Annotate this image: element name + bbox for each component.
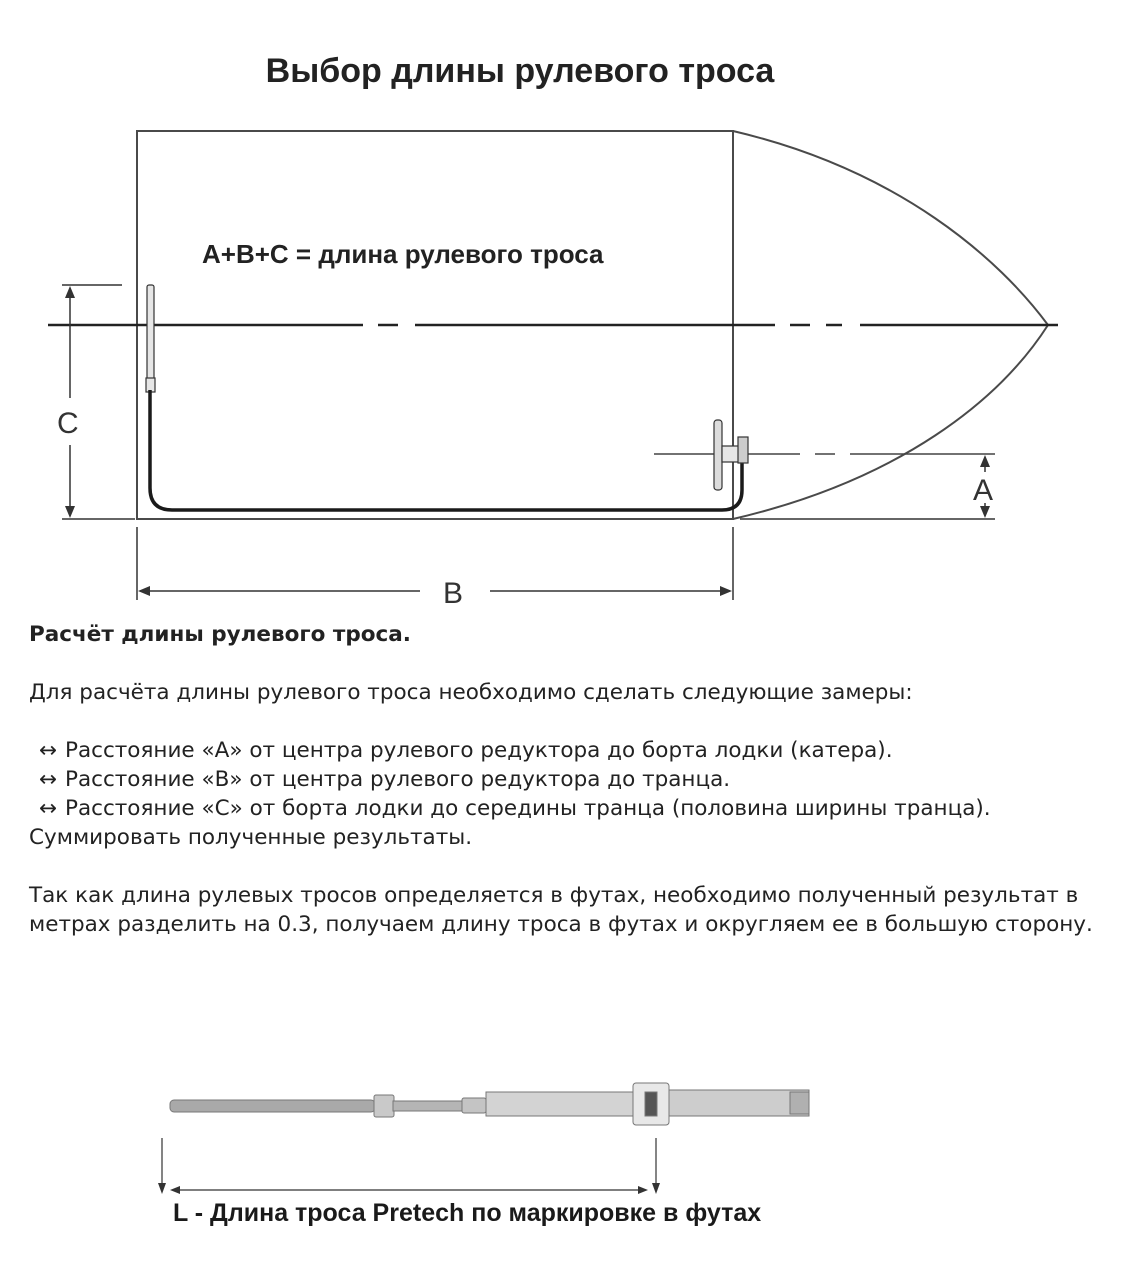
dimension-b-label: B: [443, 577, 464, 610]
feet-conversion-note: Так как длина рулевых тросов определяется в футах, необходимо полученный результат в метрах разделить на 0.3, получаем длину троса в футах и округляем ее в большую сторону.: [29, 883, 1093, 937]
cable-length-caption: L - Длина троса Pretech по маркировке в футах: [173, 1199, 762, 1227]
formula-label: A+B+C = длина рулевого троса: [202, 239, 604, 269]
sum-instruction: Суммировать полученные результаты.: [29, 825, 473, 850]
dimension-c-label: C: [57, 407, 79, 440]
cable-length-dimension: [158, 1138, 660, 1194]
bullet-text: Расстояние «А» от центра рулевого редуктора до борта лодки (катера).: [65, 738, 893, 763]
left-right-arrow-icon: ↔: [38, 767, 57, 792]
bullet-text: Расстояние «В» от центра рулевого редуктора до транца.: [65, 767, 731, 792]
dimension-a: [740, 455, 995, 519]
transom-tilt-tube: [146, 285, 155, 392]
dimension-c: [62, 285, 135, 519]
left-right-arrow-icon: ↔: [38, 738, 57, 763]
calculation-text: [29, 620, 1099, 939]
dimension-b: [137, 527, 733, 600]
left-right-arrow-icon: ↔: [38, 796, 57, 821]
steering-cable: [150, 390, 742, 510]
cable-product: [170, 1083, 809, 1125]
page-title: Выбор длины рулевого троса: [265, 52, 775, 90]
bullet-item: [29, 794, 1099, 823]
bullet-text: Расстояние «С» от борта лодки до середины транца (половина ширины транца).: [65, 796, 991, 821]
dimension-a-label: A: [973, 474, 994, 507]
bullet-item: [29, 765, 1099, 794]
calculation-intro: Для расчёта длины рулевого троса необходимо сделать следующие замеры:: [29, 680, 913, 705]
calculation-heading: Расчёт длины рулевого троса.: [29, 622, 411, 647]
bullet-item: [29, 736, 1099, 765]
